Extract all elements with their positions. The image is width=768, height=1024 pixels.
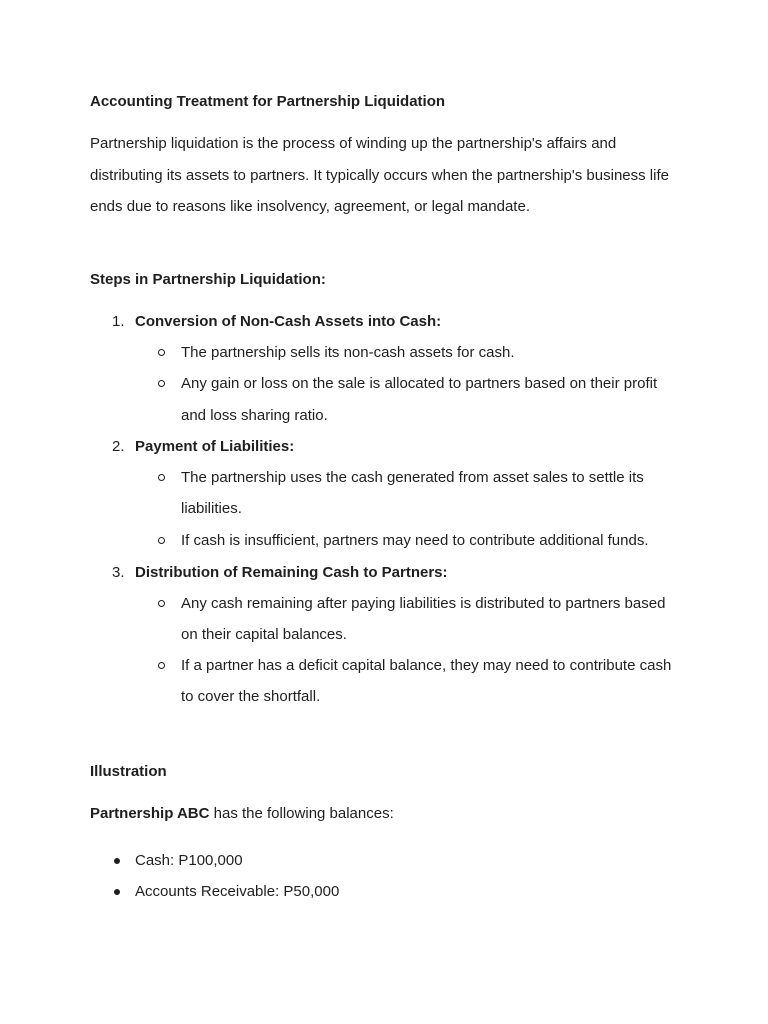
step-number: 2. [112, 438, 125, 455]
document-title: Accounting Treatment for Partnership Liquidation [90, 93, 446, 110]
step-bullet-text: The partnership uses the cash generated from asset sales to settle its [181, 469, 644, 486]
intro-line: Partnership liquidation is the process of winding up the partnership's affairs and [90, 135, 617, 152]
step-number: 1. [112, 313, 125, 330]
circle-bullet-icon [158, 380, 165, 387]
step-bullet-text: liabilities. [181, 500, 242, 517]
step-title: Conversion of Non-Cash Assets into Cash: [135, 313, 442, 330]
circle-bullet-icon [158, 537, 165, 544]
step-number: 3. [112, 564, 125, 581]
step-bullet-text: If cash is insufficient, partners may need to contribute additional funds. [181, 532, 649, 549]
disc-bullet-icon [114, 858, 120, 864]
circle-bullet-icon [158, 349, 165, 356]
step-bullet-text: The partnership sells its non-cash assets for cash. [181, 344, 515, 361]
circle-bullet-icon [158, 662, 165, 669]
step-bullet-text: Any gain or loss on the sale is allocated to partners based on their profit [181, 375, 658, 392]
step-bullet-text: to cover the shortfall. [181, 688, 321, 705]
step-bullet-text: and loss sharing ratio. [181, 407, 328, 424]
circle-bullet-icon [158, 474, 165, 481]
illustration-intro-text: has the following balances: [209, 805, 394, 822]
company-name: Partnership ABC [90, 805, 210, 822]
step-title: Payment of Liabilities: [135, 438, 295, 455]
illustration-heading: Illustration [90, 763, 167, 780]
step-bullet-text: If a partner has a deficit capital balance, they may need to contribute cash [181, 657, 672, 674]
step-bullet-text: Any cash remaining after paying liabilities is distributed to partners based [181, 595, 666, 612]
circle-bullet-icon [158, 600, 165, 607]
disc-bullet-icon [114, 889, 120, 895]
illustration-intro [90, 804, 394, 824]
step-bullet-text: on their capital balances. [181, 626, 347, 643]
intro-line: ends due to reasons like insolvency, agreement, or legal mandate. [90, 198, 530, 215]
intro-line: distributing its assets to partners. It typically occurs when the partnership's business life [90, 167, 669, 184]
step-title: Distribution of Remaining Cash to Partners: [135, 564, 448, 581]
steps-heading: Steps in Partnership Liquidation: [90, 271, 326, 288]
balance-item: Accounts Receivable: P50,000 [135, 883, 340, 900]
balance-item: Cash: P100,000 [135, 852, 243, 869]
